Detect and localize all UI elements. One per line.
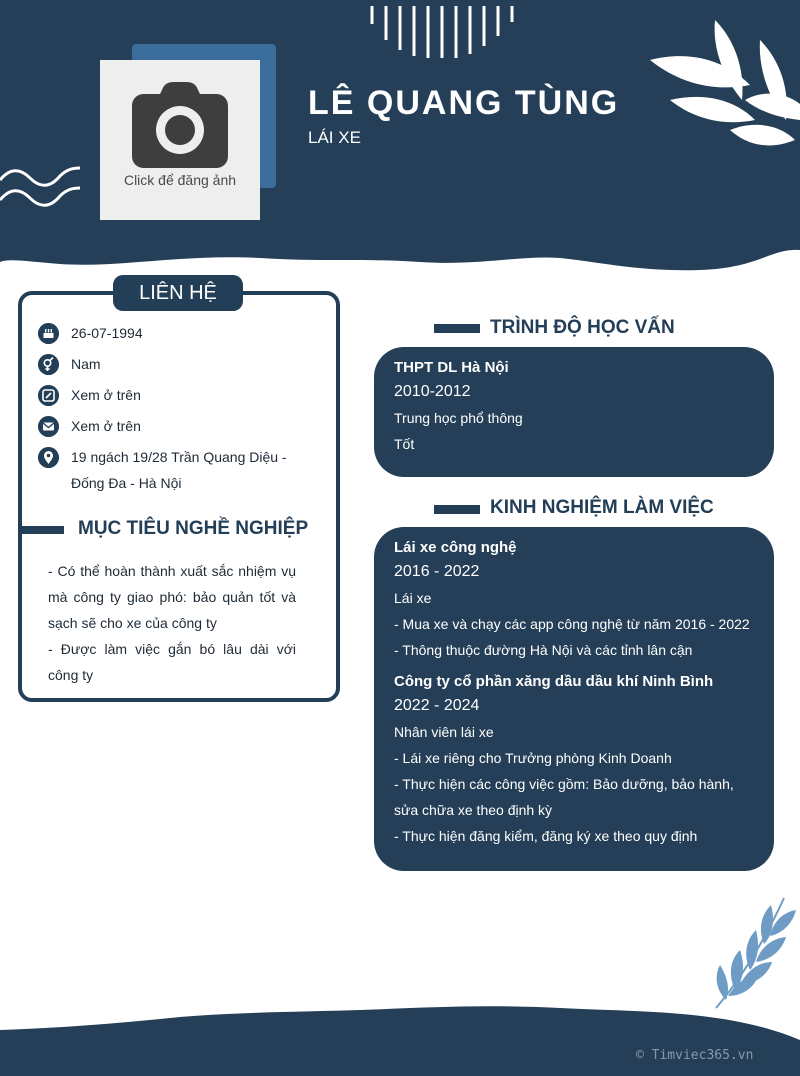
watermark: © Timviec365.vn: [636, 1048, 754, 1063]
contact-email[interactable]: Xem ở trên: [71, 418, 141, 434]
objective-line: - Có thể hoàn thành xuất sắc nhiệm vụ mà công ty giao phó: bảo quản tốt và sạch sẽ cho xe của công ty: [48, 563, 296, 631]
contact-item-birthday: [38, 323, 301, 346]
education-grade: Tốt: [394, 436, 415, 452]
photo-upload[interactable]: [100, 60, 260, 220]
job-duty: - Lái xe riêng cho Trưởng phòng Kinh Doanh: [394, 750, 672, 766]
education-title: TRÌNH ĐỘ HỌC VẤN: [490, 317, 675, 338]
experience-title: KINH NGHIỆM LÀM VIỆC: [490, 497, 714, 518]
leaf-decoration-bottom: [716, 898, 796, 1008]
experience-card: [374, 527, 774, 871]
contact-item-address: [38, 447, 301, 496]
contact-phone[interactable]: Xem ở trên: [71, 387, 141, 403]
objective-title: MỤC TIÊU NGHỀ NGHIỆP: [78, 518, 309, 539]
candidate-name: LÊ QUANG TÙNG: [308, 84, 620, 122]
objective-line: - Được làm việc gắn bó lâu dài với công ty: [48, 641, 296, 683]
contact-gender: Nam: [71, 356, 101, 372]
job-years: 2016 - 2022: [394, 563, 480, 580]
education-level: Trung học phổ thông: [394, 410, 523, 426]
job-years: 2022 - 2024: [394, 697, 480, 714]
contact-item-phone: [38, 385, 301, 408]
education-school: THPT DL Hà Nội: [394, 359, 509, 376]
photo-upload-label: Click để đăng ảnh: [123, 172, 237, 188]
education-years: 2010-2012: [394, 383, 471, 400]
job-duty: - Thông thuộc đường Hà Nội và các tỉnh lân cận: [394, 642, 693, 658]
contact-item-email: [38, 416, 301, 439]
job-duty: - Thực hiện các công việc gồm: Bảo dưỡng, bảo hành, sửa chữa xe theo định kỳ: [394, 776, 734, 818]
job-company: Công ty cổ phần xăng dầu dầu khí Ninh Bình: [394, 673, 714, 690]
objective-text: [48, 558, 296, 688]
contact-birthday: 26-07-1994: [71, 325, 143, 341]
email-icon: [38, 416, 59, 437]
job-duty: - Thực hiện đăng kiểm, đăng ký xe theo quy định: [394, 828, 698, 844]
job-company: Lái xe công nghệ: [394, 539, 517, 556]
phone-icon: [38, 385, 59, 406]
contact-item-gender: [38, 354, 301, 377]
camera-icon: [132, 82, 228, 168]
contact-address: 19 ngách 19/28 Trần Quang Diệu - Đống Đa - Hà Nội: [71, 449, 287, 491]
job-role: Nhân viên lái xe: [394, 724, 494, 740]
job-role: Lái xe: [394, 590, 432, 606]
objective-bar: [22, 526, 64, 534]
gender-icon: [38, 354, 59, 375]
education-card: [374, 347, 774, 477]
job-duty: - Mua xe và chạy các app công nghệ từ năm 2016 - 2022: [394, 616, 750, 632]
education-bar: [434, 324, 480, 333]
job-title: LÁI XE: [308, 128, 361, 147]
location-icon: [38, 447, 59, 468]
contact-title: LIÊN HỆ: [113, 275, 243, 311]
cake-icon: [38, 323, 59, 344]
experience-bar: [434, 505, 480, 514]
